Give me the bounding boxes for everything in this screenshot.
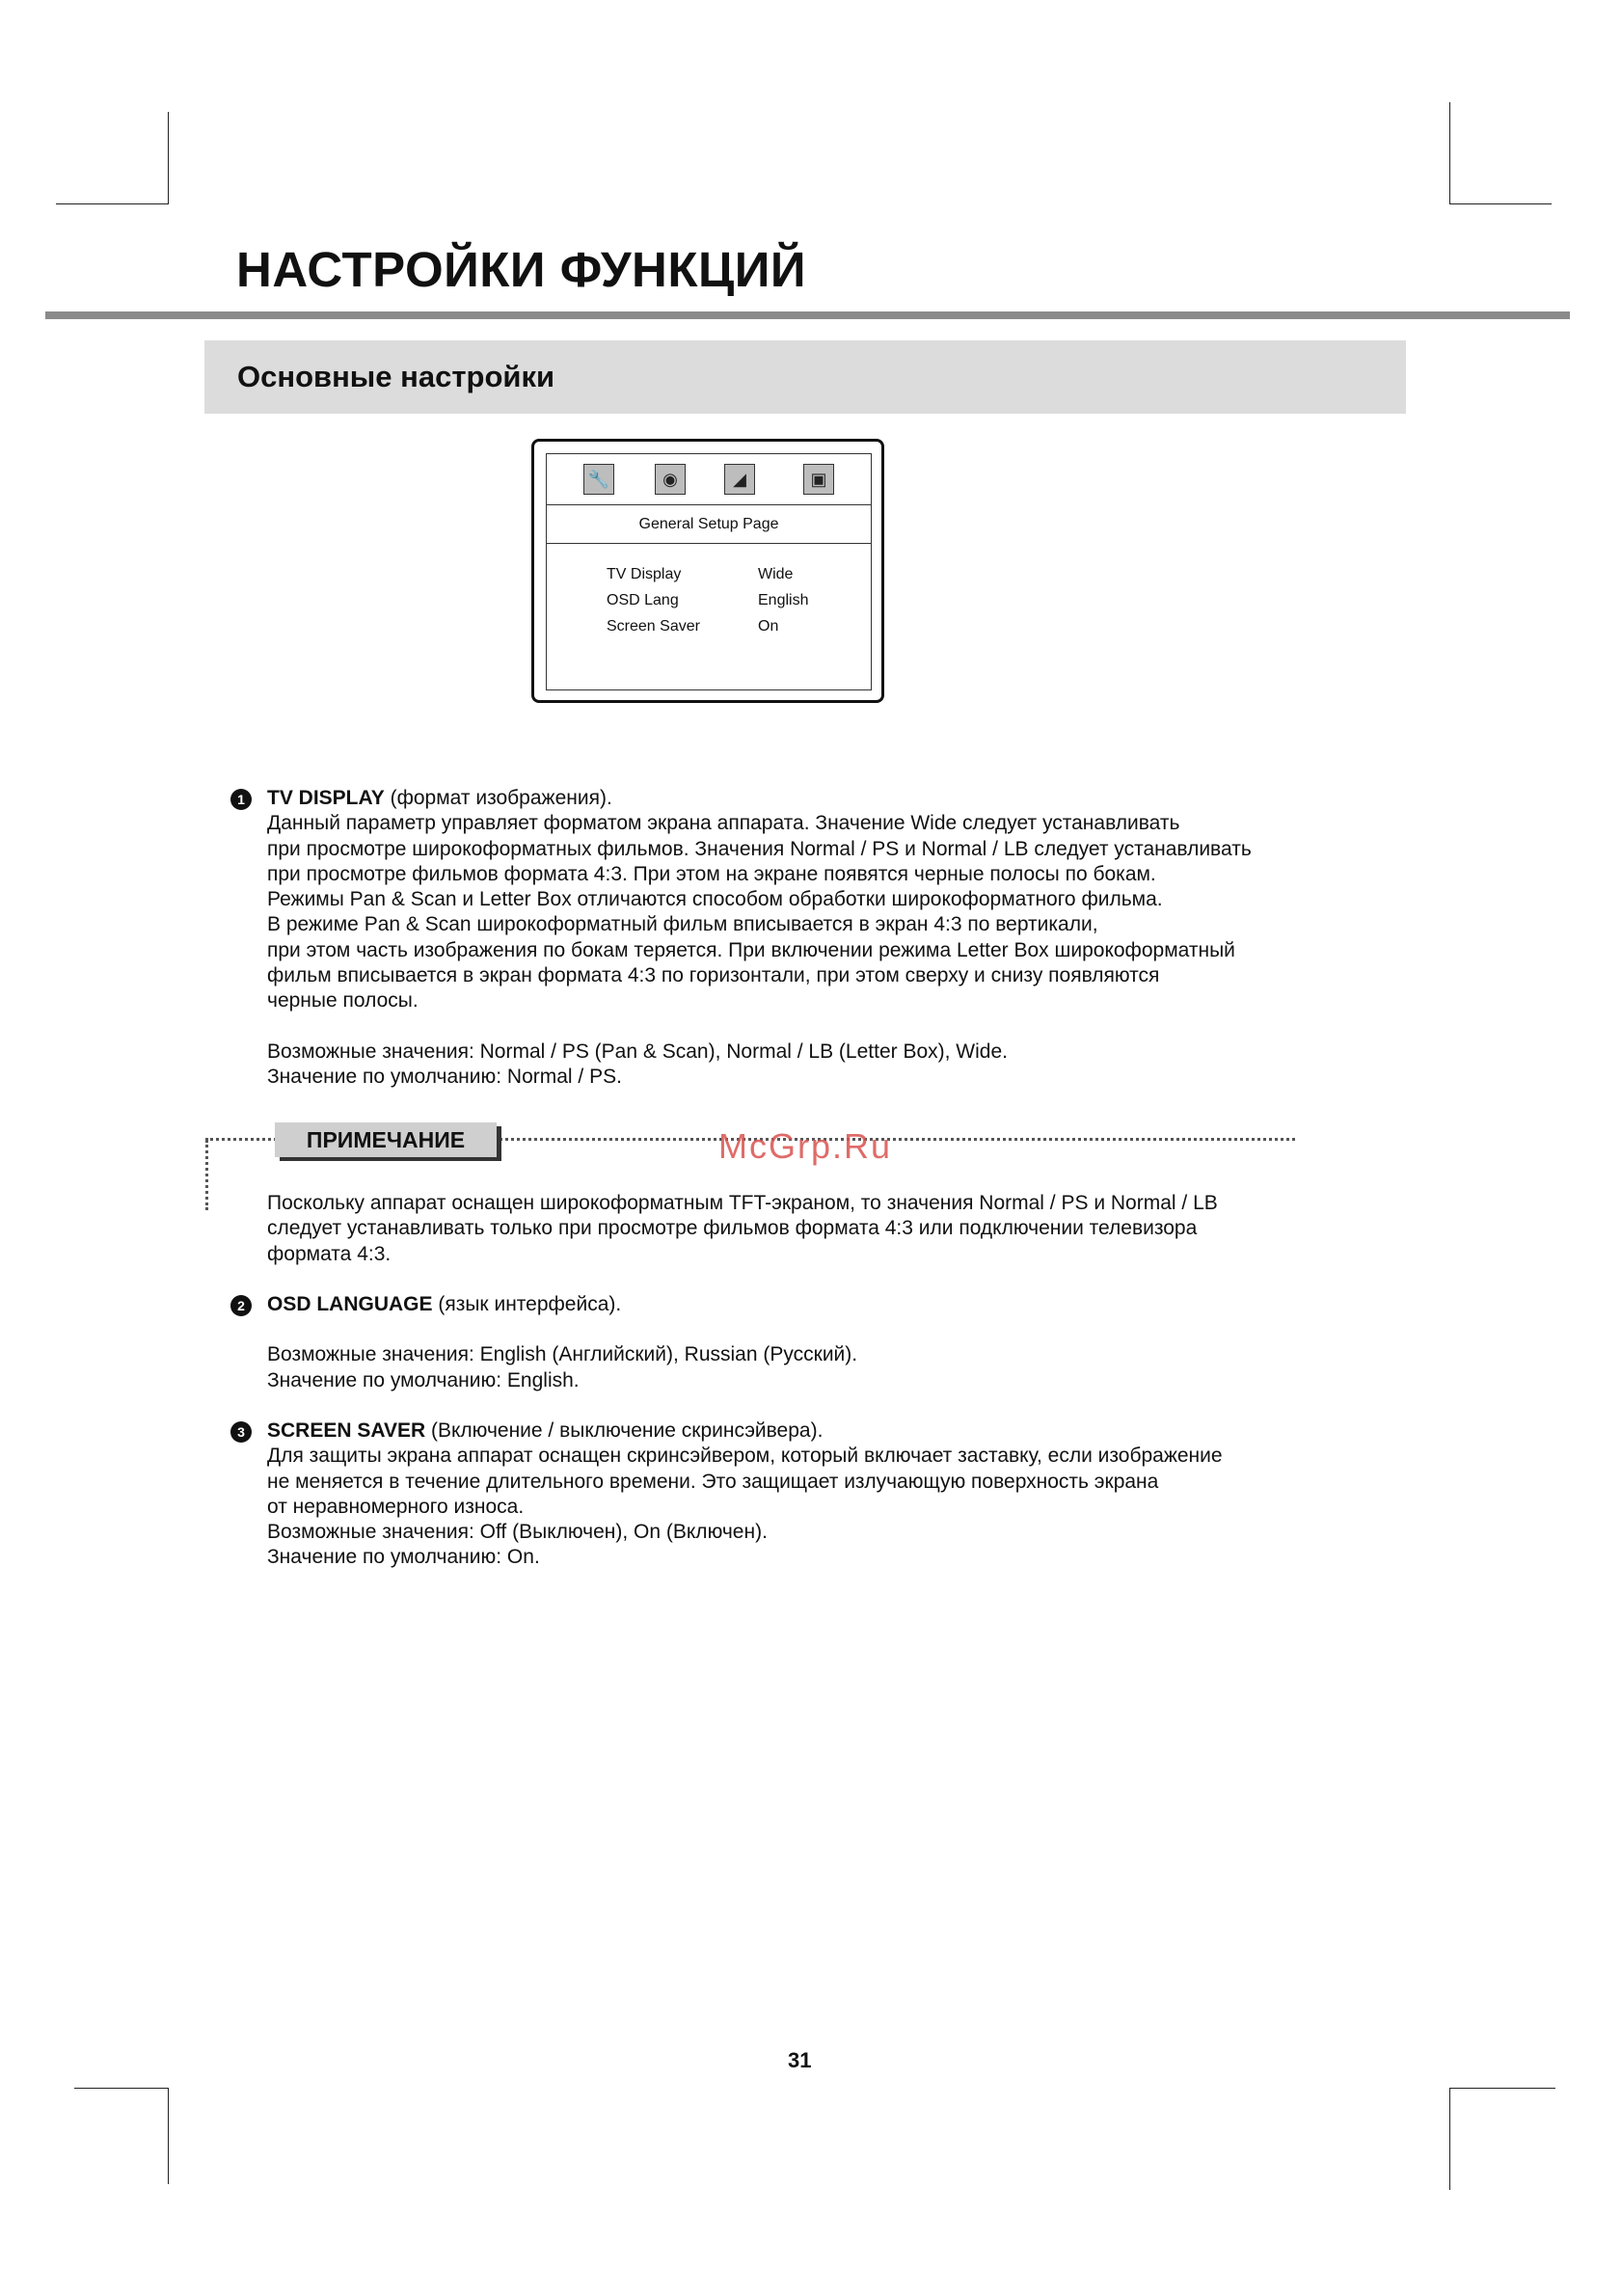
note-line: формата 4:3. (267, 1242, 392, 1265)
section-heading (267, 1292, 1376, 1317)
possible-values: Возможные значения: Normal / PS (Pan & Scan), Normal / LB (Letter Box), Wide. (267, 1040, 1008, 1063)
osd-row-label: Screen Saver (607, 618, 700, 635)
crop-mark (1449, 102, 1450, 204)
title-rule (45, 311, 1570, 319)
note-line: Поскольку аппарат оснащен широкоформатным TFT-экраном, то значения Normal / PS и Normal / LB (267, 1192, 1218, 1214)
osd-screen (531, 439, 884, 703)
body-line: Режимы Pan & Scan и Letter Box отличаются способом обработки широкоформатного фильма. (267, 888, 1163, 911)
note-divider (205, 1140, 208, 1210)
heading-term: SCREEN SAVER (267, 1419, 426, 1442)
body-line: при этом часть изображения по бокам теряется. При включении режима Letter Box широкоформатный (267, 938, 1235, 961)
section-heading (267, 786, 1376, 811)
osd-row-value: English (758, 592, 809, 608)
osd-page-title: General Setup Page (638, 516, 779, 532)
crop-mark (1449, 2088, 1450, 2190)
possible-values: Возможные значения: English (Английский), Russian (Русский). (267, 1343, 858, 1366)
body-line: черные полосы. (267, 989, 419, 1013)
body-line: Значение по умолчанию: On. (267, 1546, 540, 1569)
body-line: при просмотре широкоформатных фильмов. Значения Normal / PS и Normal / LB следует устанавливать (267, 837, 1252, 860)
crop-mark (168, 112, 169, 204)
section-number-badge: 3 (230, 1421, 252, 1443)
body-line: от неравномерного износа. (267, 1495, 525, 1518)
section-heading (267, 1418, 1376, 1444)
disc-icon: ◉ (655, 464, 686, 495)
watermark: McGrp.Ru (718, 1126, 893, 1166)
osd-row-value: Wide (758, 566, 794, 582)
body-line: Данный параметр управляет форматом экрана аппарата. Значение Wide следует устанавливать (267, 812, 1180, 835)
default-value: Значение по умолчанию: Normal / PS. (267, 1065, 622, 1088)
wrench-icon: 🔧 (583, 464, 614, 495)
osd-row-label: OSD Lang (607, 592, 679, 608)
body-line: В режиме Pan & Scan широкоформатный фильм вписывается в экран 4:3 по вертикали, (267, 913, 1098, 936)
section-number-badge: 1 (230, 789, 252, 810)
section-number-badge: 2 (230, 1295, 252, 1316)
body-line: при просмотре фильмов формата 4:3. При этом на экране появятся черные полосы по бокам. (267, 862, 1156, 885)
body-line: фильм вписывается в экран формата 4:3 по горизонтали, при этом сверху и снизу появляются (267, 964, 1160, 987)
crop-mark (168, 2088, 169, 2184)
note-tag: ПРИМЕЧАНИЕ (275, 1122, 497, 1157)
note-text (267, 1191, 1376, 1267)
heading-rest: (язык интерфейса). (432, 1293, 622, 1315)
section-subtitle: Основные настройки (237, 360, 555, 393)
body-line: не меняется в течение длительного времени. Это защищает излучающую поверхность экрана (267, 1470, 1159, 1493)
heading-term: TV DISPLAY (267, 787, 385, 809)
crop-mark (1449, 203, 1552, 204)
page-title: НАСТРОЙКИ ФУНКЦИЙ (236, 242, 807, 297)
osd-divider (547, 504, 871, 505)
picture-icon: ▣ (803, 464, 834, 495)
osd-row-label: TV Display (607, 566, 682, 582)
default-value: Значение по умолчанию: English. (267, 1368, 580, 1391)
crop-mark (1449, 2088, 1555, 2089)
crop-mark (56, 203, 169, 204)
crop-mark (74, 2088, 169, 2089)
heading-term: OSD LANGUAGE (267, 1293, 433, 1315)
body-line: Возможные значения: Off (Выключен), On (Включен). (267, 1521, 768, 1544)
note-line: следует устанавливать только при просмотре фильмов формата 4:3 или подключении телевизора (267, 1217, 1198, 1240)
osd-divider (547, 543, 871, 544)
screen-saver-section (267, 1418, 1376, 1571)
heading-rest: (формат изображения). (384, 787, 612, 809)
page-number: 31 (788, 2048, 812, 2072)
osd-row-value: On (758, 618, 779, 635)
tv-display-section (267, 786, 1376, 1090)
heading-rest: (Включение / выключение скринсэйвера). (425, 1419, 824, 1442)
osd-language-section (267, 1292, 1376, 1393)
body-line: Для защиты экрана аппарат оснащен скринсэйвером, который включает заставку, если изображение (267, 1445, 1223, 1468)
speaker-icon: ◢ (724, 464, 755, 495)
osd-panel (546, 453, 872, 690)
